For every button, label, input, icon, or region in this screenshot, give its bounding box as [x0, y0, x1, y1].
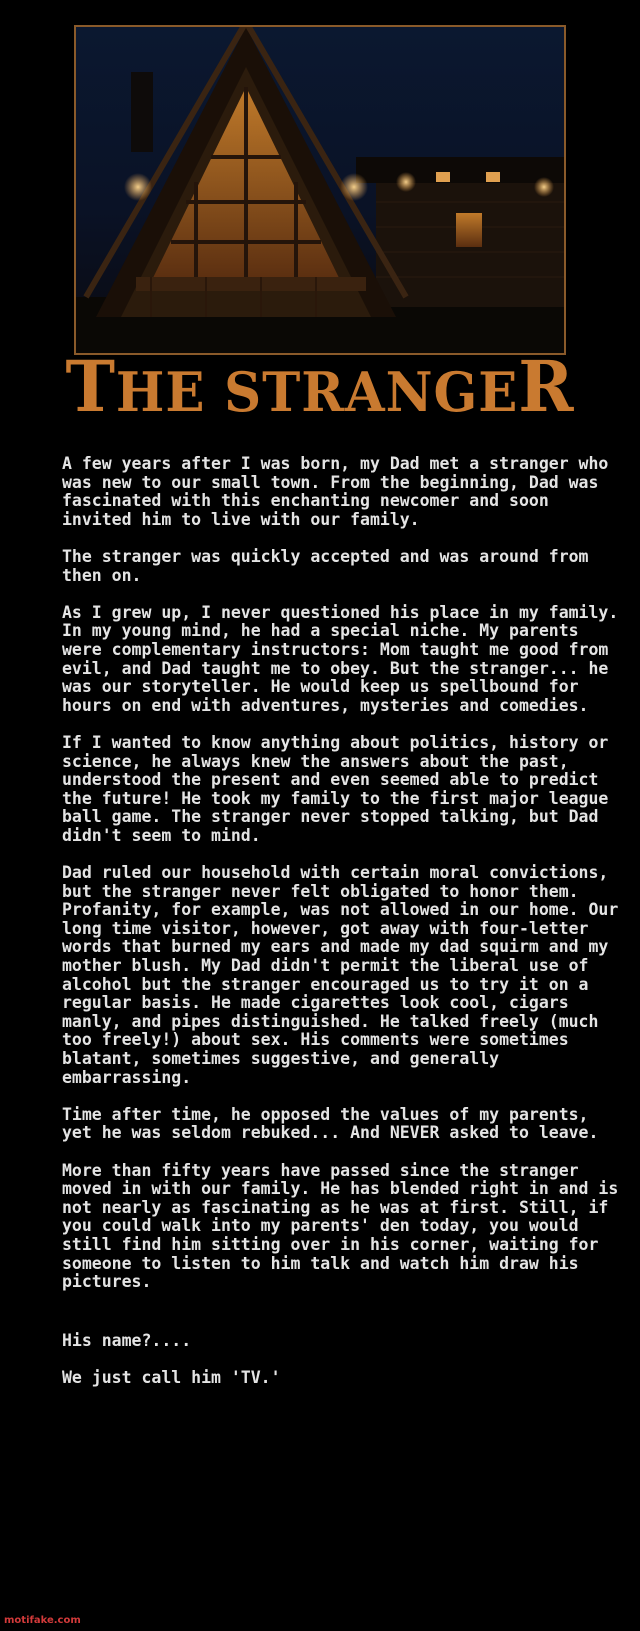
poster-photo-frame [74, 25, 566, 355]
paragraph-7: More than fifty years have passed since the stranger moved in with our family. He has blended right in and is not nearly as fascinating as he was at first. Still, if you could walk into my parents' den today, you would still find him sitting over in his corner, waiting for someone to listen to him talk and watch him draw his pictures. [62, 1160, 619, 1292]
paragraph-1: A few years after I was born, my Dad met a stranger who was new to our small town. From the beginning, Dad was fascinated with this enchanting newcomer and soon invited him to live with our family. [62, 454, 609, 529]
title-last-letter: R [518, 345, 575, 428]
site-watermark-link[interactable]: motifake.com [4, 1615, 81, 1626]
paragraph-8: His name?.... [62, 1330, 192, 1350]
poster-title [16, 345, 624, 428]
house-at-night-photo [76, 27, 564, 353]
paragraph-2: The stranger was quickly accepted and was around from then on. [62, 546, 589, 585]
story-text [62, 455, 622, 1406]
paragraph-6: Time after time, he opposed the values of my parents, yet he was seldom rebuked... And NEVER asked to leave. [62, 1104, 599, 1143]
paragraph-3: As I grew up, I never questioned his place in my family. In my young mind, he had a special niche. My parents were complementary instructors: Mom taught me good from evil, and Dad taught me to obey. But the stranger... he was our storyteller. He would keep us spellbound for hours on end with adventures, mysteries and comedies. [62, 602, 619, 715]
paragraph-4: If I wanted to know anything about politics, history or science, he always knew the answers about the past, understood the present and even seemed able to predict the future! He took my family to the first major league ball game. The stranger never stopped talking, but Dad didn't seem to mind. [62, 732, 609, 845]
title-first-letter: T [65, 345, 116, 428]
paragraph-5: Dad ruled our household with certain moral convictions, but the stranger never felt obligated to honor them. Profanity, for example, was not allowed in our home. Our long time visitor, however, got away with four-letter words that burned my ears and made my dad squirm and my mother blush. My Dad didn't permit the liberal use of alcohol but the stranger encouraged us to try it on a regular basis. He made cigarettes look cool, cigars manly, and pipes distinguished. He talked freely (much too freely!) about sex. His comments were sometimes blatant, sometimes suggestive, and generally embarrassing. [62, 863, 619, 1087]
title-middle: HE STRANGE [115, 360, 519, 424]
paragraph-9: We just call him 'TV.' [62, 1367, 281, 1387]
